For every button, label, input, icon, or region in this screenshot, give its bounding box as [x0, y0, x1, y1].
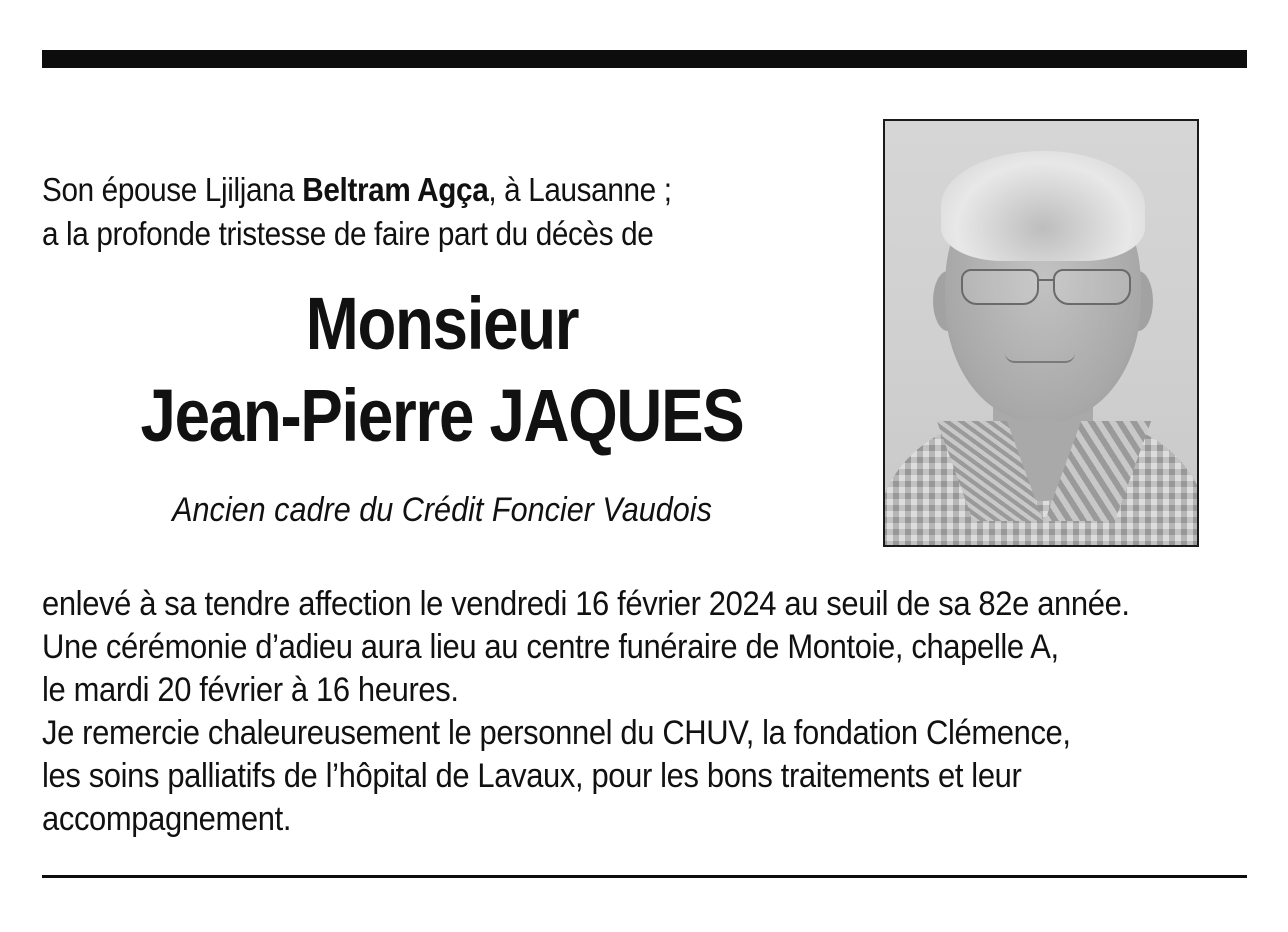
- body-line: Une cérémonie d’adieu aura lieu au centre funéraire de Montoie, chapelle A,: [42, 628, 1059, 666]
- body-line: les soins palliatifs de l’hôpital de Lavaux, pour les bons traitements et leur: [42, 757, 1022, 795]
- intro-line-1: [42, 168, 762, 212]
- intro-line-2: a la profonde tristesse de faire part du décès de: [42, 215, 654, 252]
- body-line: le mardi 20 février à 16 heures.: [42, 671, 459, 709]
- deceased-name-block: [42, 278, 842, 462]
- portrait-lens-right: [1053, 269, 1131, 305]
- honorific: Monsieur: [305, 282, 579, 365]
- portrait-photo: [883, 119, 1199, 547]
- notice-body: [42, 583, 1143, 841]
- body-line: Je remercie chaleureusement le personnel du CHUV, la fondation Clémence,: [42, 714, 1071, 752]
- bottom-rule: [42, 875, 1247, 878]
- top-rule: [42, 50, 1247, 68]
- intro-text: [42, 168, 762, 256]
- portrait-glasses: [955, 269, 1135, 303]
- deceased-name: Jean-Pierre JAQUES: [140, 374, 744, 457]
- spouse-surname: Beltram Agça: [302, 171, 489, 208]
- body-line: enlevé à sa tendre affection le vendredi 16 février 2024 au seuil de sa 82e année.: [42, 585, 1130, 623]
- body-line: accompagnement.: [42, 800, 292, 838]
- deceased-title: Ancien cadre du Crédit Foncier Vaudois: [172, 491, 712, 529]
- portrait-hair: [941, 151, 1145, 261]
- intro-line-1-post: , à Lausanne ;: [488, 171, 672, 208]
- portrait-mouth: [1005, 353, 1075, 363]
- intro-line-1-pre: Son épouse Ljiljana: [42, 171, 303, 208]
- portrait-lens-left: [961, 269, 1039, 305]
